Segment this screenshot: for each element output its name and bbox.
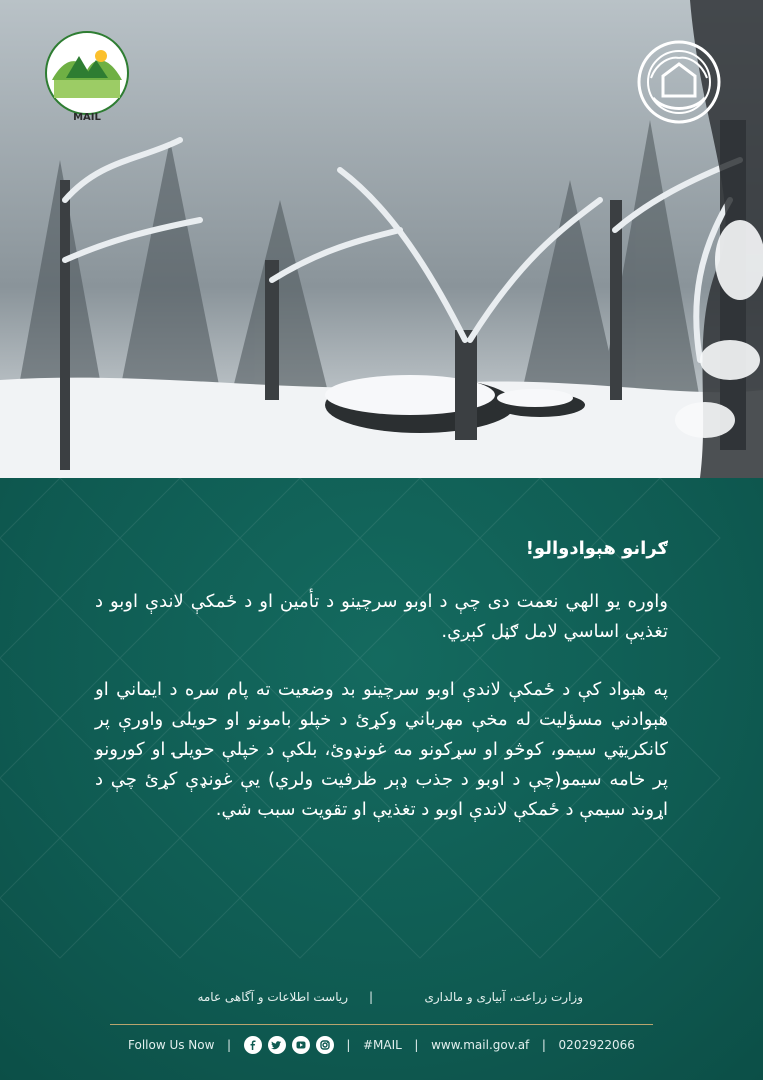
ministry-name: وزارت زراعت، آبیاری و مالداری (424, 990, 583, 1004)
instagram-icon[interactable] (316, 1036, 334, 1054)
bar-2: | (346, 1038, 351, 1052)
directorate-name: ریاست اطلاعات و آگاهی عامه (197, 990, 348, 1004)
footer-organization (180, 990, 583, 1010)
bar-1: | (227, 1038, 232, 1052)
paragraph-2: په هېواد کې د ځمکې لاندې اوبو سرچینو بد وضعیت ته پام سره د ایماني او هېوادني مسؤلیت له مخې مهرباني وکړئ د خپلو بامونو او حویلی واورې پر کانکریټي سیمو، کوڅو او سړکونو مه غونډوئ، بلکې د خپلې حویلۍ او کورونو پر خامه سیمو(چې د اوبو د جذب ډېر ظرفیت ولري) یې غونډې کړئ چې د اړوند سیمې د ځمکې لاندې اوبو د تغذیې او تقویت سبب شي. (95, 679, 668, 820)
twitter-icon[interactable] (268, 1036, 286, 1054)
paragraph-1: واوره یو الهي نعمت دی چې د اوبو سرچینو د تأمین او د ځمکې لاندې اوبو د تغذیې اساسي لامل ګڼل کېږي. (95, 591, 668, 642)
emblem (633, 36, 725, 128)
social-icons (244, 1036, 334, 1054)
footer-rule (110, 1024, 653, 1025)
follow-text: Follow Us Now (128, 1038, 215, 1052)
website-link[interactable]: www.mail.gov.af (431, 1038, 530, 1052)
greeting: ګرانو هېوادوالو! (525, 538, 668, 559)
hashtag[interactable]: #MAIL (362, 1038, 402, 1052)
message-block (95, 538, 668, 853)
mail-logo (44, 28, 130, 128)
phone-number: 0202922066 (558, 1038, 635, 1052)
facebook-icon[interactable] (244, 1036, 262, 1054)
youtube-icon[interactable] (292, 1036, 310, 1054)
logo-left-text: MAIL (73, 112, 101, 123)
snow-photo (0, 0, 763, 478)
mail-logo-graphic (44, 28, 130, 128)
bar-4: | (541, 1038, 546, 1052)
separator: | (368, 990, 373, 1004)
bar-3: | (414, 1038, 419, 1052)
footer-contact (128, 1033, 635, 1057)
info-panel (0, 478, 763, 1080)
emblem-graphic (633, 36, 725, 128)
